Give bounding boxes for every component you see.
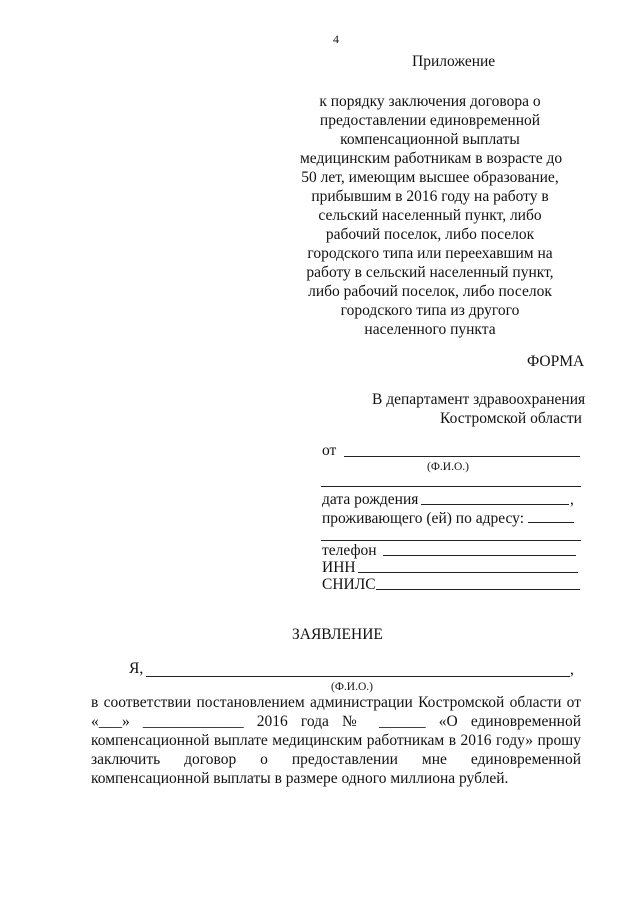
statement-line: в соответствии постановлением администрации Костромской области от	[91, 694, 581, 711]
fio-field-line[interactable]	[344, 456, 580, 457]
address-field-line[interactable]	[528, 522, 574, 523]
appendix-line: городского типа или переехавшим на	[307, 245, 553, 262]
inn-field-line[interactable]	[358, 572, 578, 573]
appendix-text	[300, 92, 563, 339]
appendix-line: работу в сельский населенный пункт,	[306, 264, 554, 281]
extra-line[interactable]	[321, 486, 581, 487]
inn-label: ИНН	[322, 559, 356, 576]
appendix-line: к порядку заключения договора о	[319, 93, 541, 110]
i-suffix: ,	[570, 661, 574, 678]
snils-field-line[interactable]	[376, 589, 580, 590]
appendix-line: рабочий поселок, либо поселок	[325, 226, 535, 243]
from-label: от	[322, 442, 337, 459]
statement-fio-hint: (Ф.И.О.)	[331, 681, 373, 693]
statement-fio-line[interactable]	[146, 676, 570, 677]
page-number: 4	[333, 32, 339, 46]
appendix-line: прибывшим в 2016 году на работу в	[311, 188, 549, 205]
birth-suffix: ,	[570, 491, 574, 508]
appendix-line: предоставлении единовременной	[319, 112, 541, 129]
statement-line: компенсационной выплате медицинским работникам в 2016 году» прошу	[91, 732, 581, 749]
statement-line: заключить договор о предоставлении мне единовременной	[91, 751, 581, 768]
statement-last-line: компенсационной выплаты в размере одного миллиона рублей.	[91, 770, 509, 787]
appendix-line: 50 лет, имеющим высшее образование,	[301, 169, 559, 186]
i-label: Я,	[129, 660, 144, 677]
phone-label: телефон	[322, 542, 377, 559]
birth-label: дата рождения	[322, 491, 419, 508]
appendix-line: городского типа из другого	[340, 302, 520, 319]
statement-line: «___» _____________ 2016 года № ______ «О единовременной	[91, 713, 581, 730]
statement-title: ЗАЯВЛЕНИЕ	[292, 626, 383, 643]
appendix-line: компенсационной выплаты	[340, 131, 520, 148]
appendix-line: сельский населенный пункт, либо	[318, 207, 542, 224]
appendix-line: либо рабочий поселок, либо поселок	[308, 283, 552, 300]
form-label: ФОРМА	[527, 353, 585, 370]
birth-field-line[interactable]	[421, 504, 569, 505]
appendix-line: медицинским работникам в возрасте до	[300, 150, 563, 167]
addressee-line1: В департамент здравоохранения	[372, 391, 586, 408]
phone-field-line[interactable]	[383, 555, 576, 556]
statement-body	[91, 693, 581, 788]
snils-label: СНИЛС	[322, 576, 376, 593]
appendix-line: населенного пункта	[364, 321, 496, 338]
addressee-line2: Костромской области	[440, 410, 582, 427]
fio-hint: (Ф.И.О.)	[427, 461, 469, 473]
appendix-title: Приложение	[412, 53, 496, 70]
address-label: проживающего (ей) по адресу:	[322, 510, 524, 527]
